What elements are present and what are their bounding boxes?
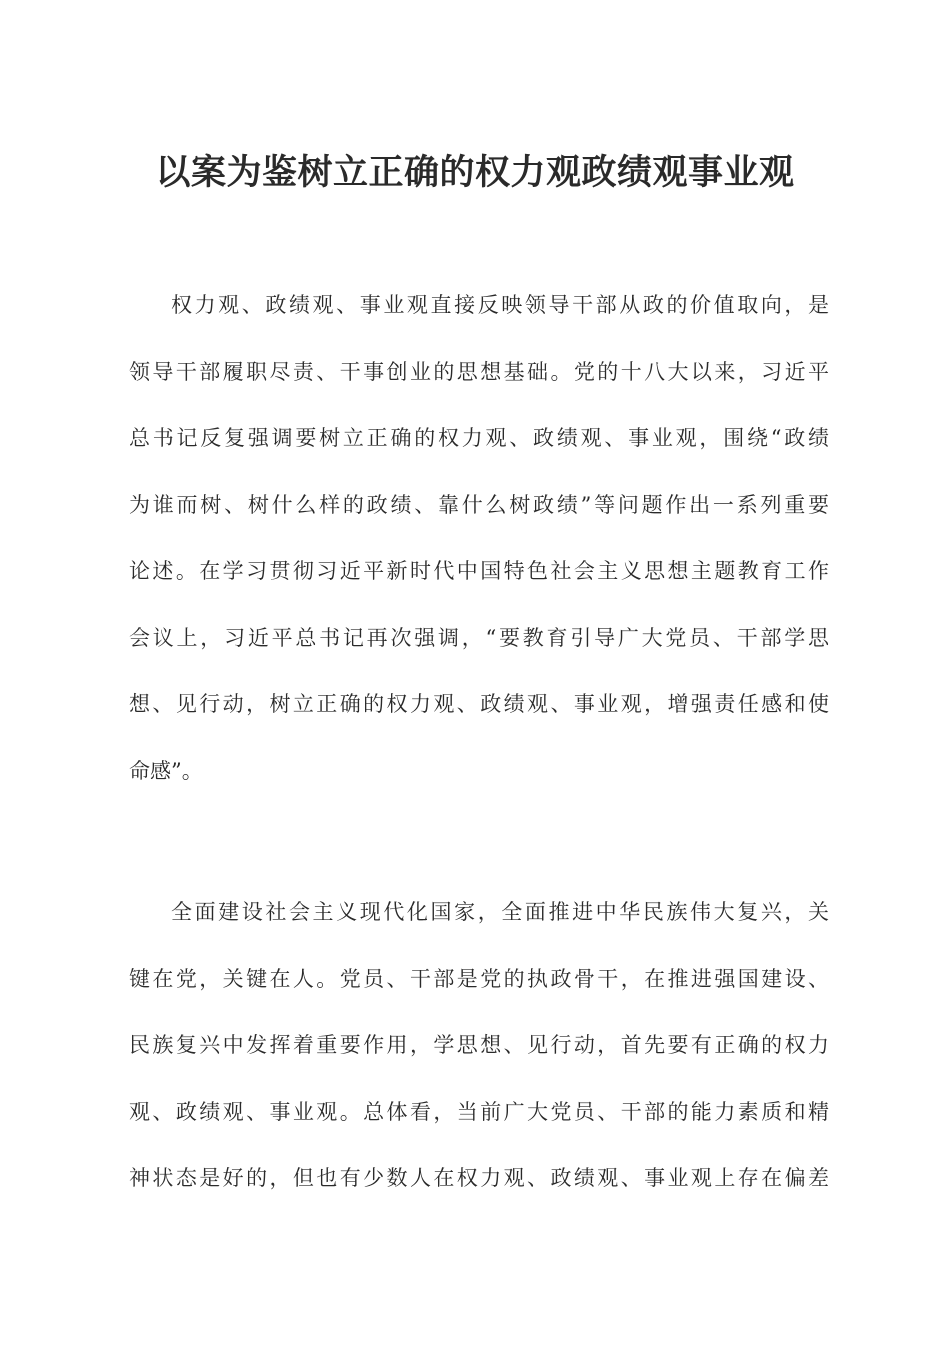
paragraph-line: 权力观、政绩观、事业观直接反映领导干部从政的价值取向，是	[171, 293, 829, 317]
paragraph-line: 键在党，关键在人。党员、干部是党的执政骨干，在推进强国建设、	[129, 966, 829, 991]
paragraph-1	[129, 272, 829, 804]
paragraph-line: 全面建设社会主义现代化国家，全面推进中华民族伟大复兴，关	[171, 900, 829, 924]
paragraph-line: 会议上，习近平总书记再次强调，“要教育引导广大党员、干部学思	[129, 625, 829, 650]
paragraph-line: 论述。在学习贯彻习近平新时代中国特色社会主义思想主题教育工作	[129, 559, 829, 583]
paragraph-line: 神状态是好的，但也有少数人在权力观、政绩观、事业观上存在偏差	[129, 1166, 829, 1190]
paragraph-line: 民族复兴中发挥着重要作用，学思想、见行动，首先要有正确的权力	[129, 1033, 829, 1057]
paragraph-line: 总书记反复强调要树立正确的权力观、政绩观、事业观，围绕“政绩	[129, 426, 829, 450]
paragraph-line: 想、见行动，树立正确的权力观、政绩观、事业观，增强责任感和使	[129, 692, 829, 716]
paragraph-line: 领导干部履职尽责、干事创业的思想基础。党的十八大以来，习近平	[129, 359, 829, 384]
paragraph-line: 为谁而树、树什么样的政绩、靠什么树政绩”等问题作出一系列重要	[129, 492, 829, 517]
paragraph-line: 命感”。	[129, 758, 203, 783]
paragraph-2	[129, 879, 829, 1212]
paragraph-line: 观、政绩观、事业观。总体看，当前广大党员、干部的能力素质和精	[129, 1099, 829, 1124]
document-title: 以案为鉴树立正确的权力观政绩观事业观	[155, 152, 795, 193]
